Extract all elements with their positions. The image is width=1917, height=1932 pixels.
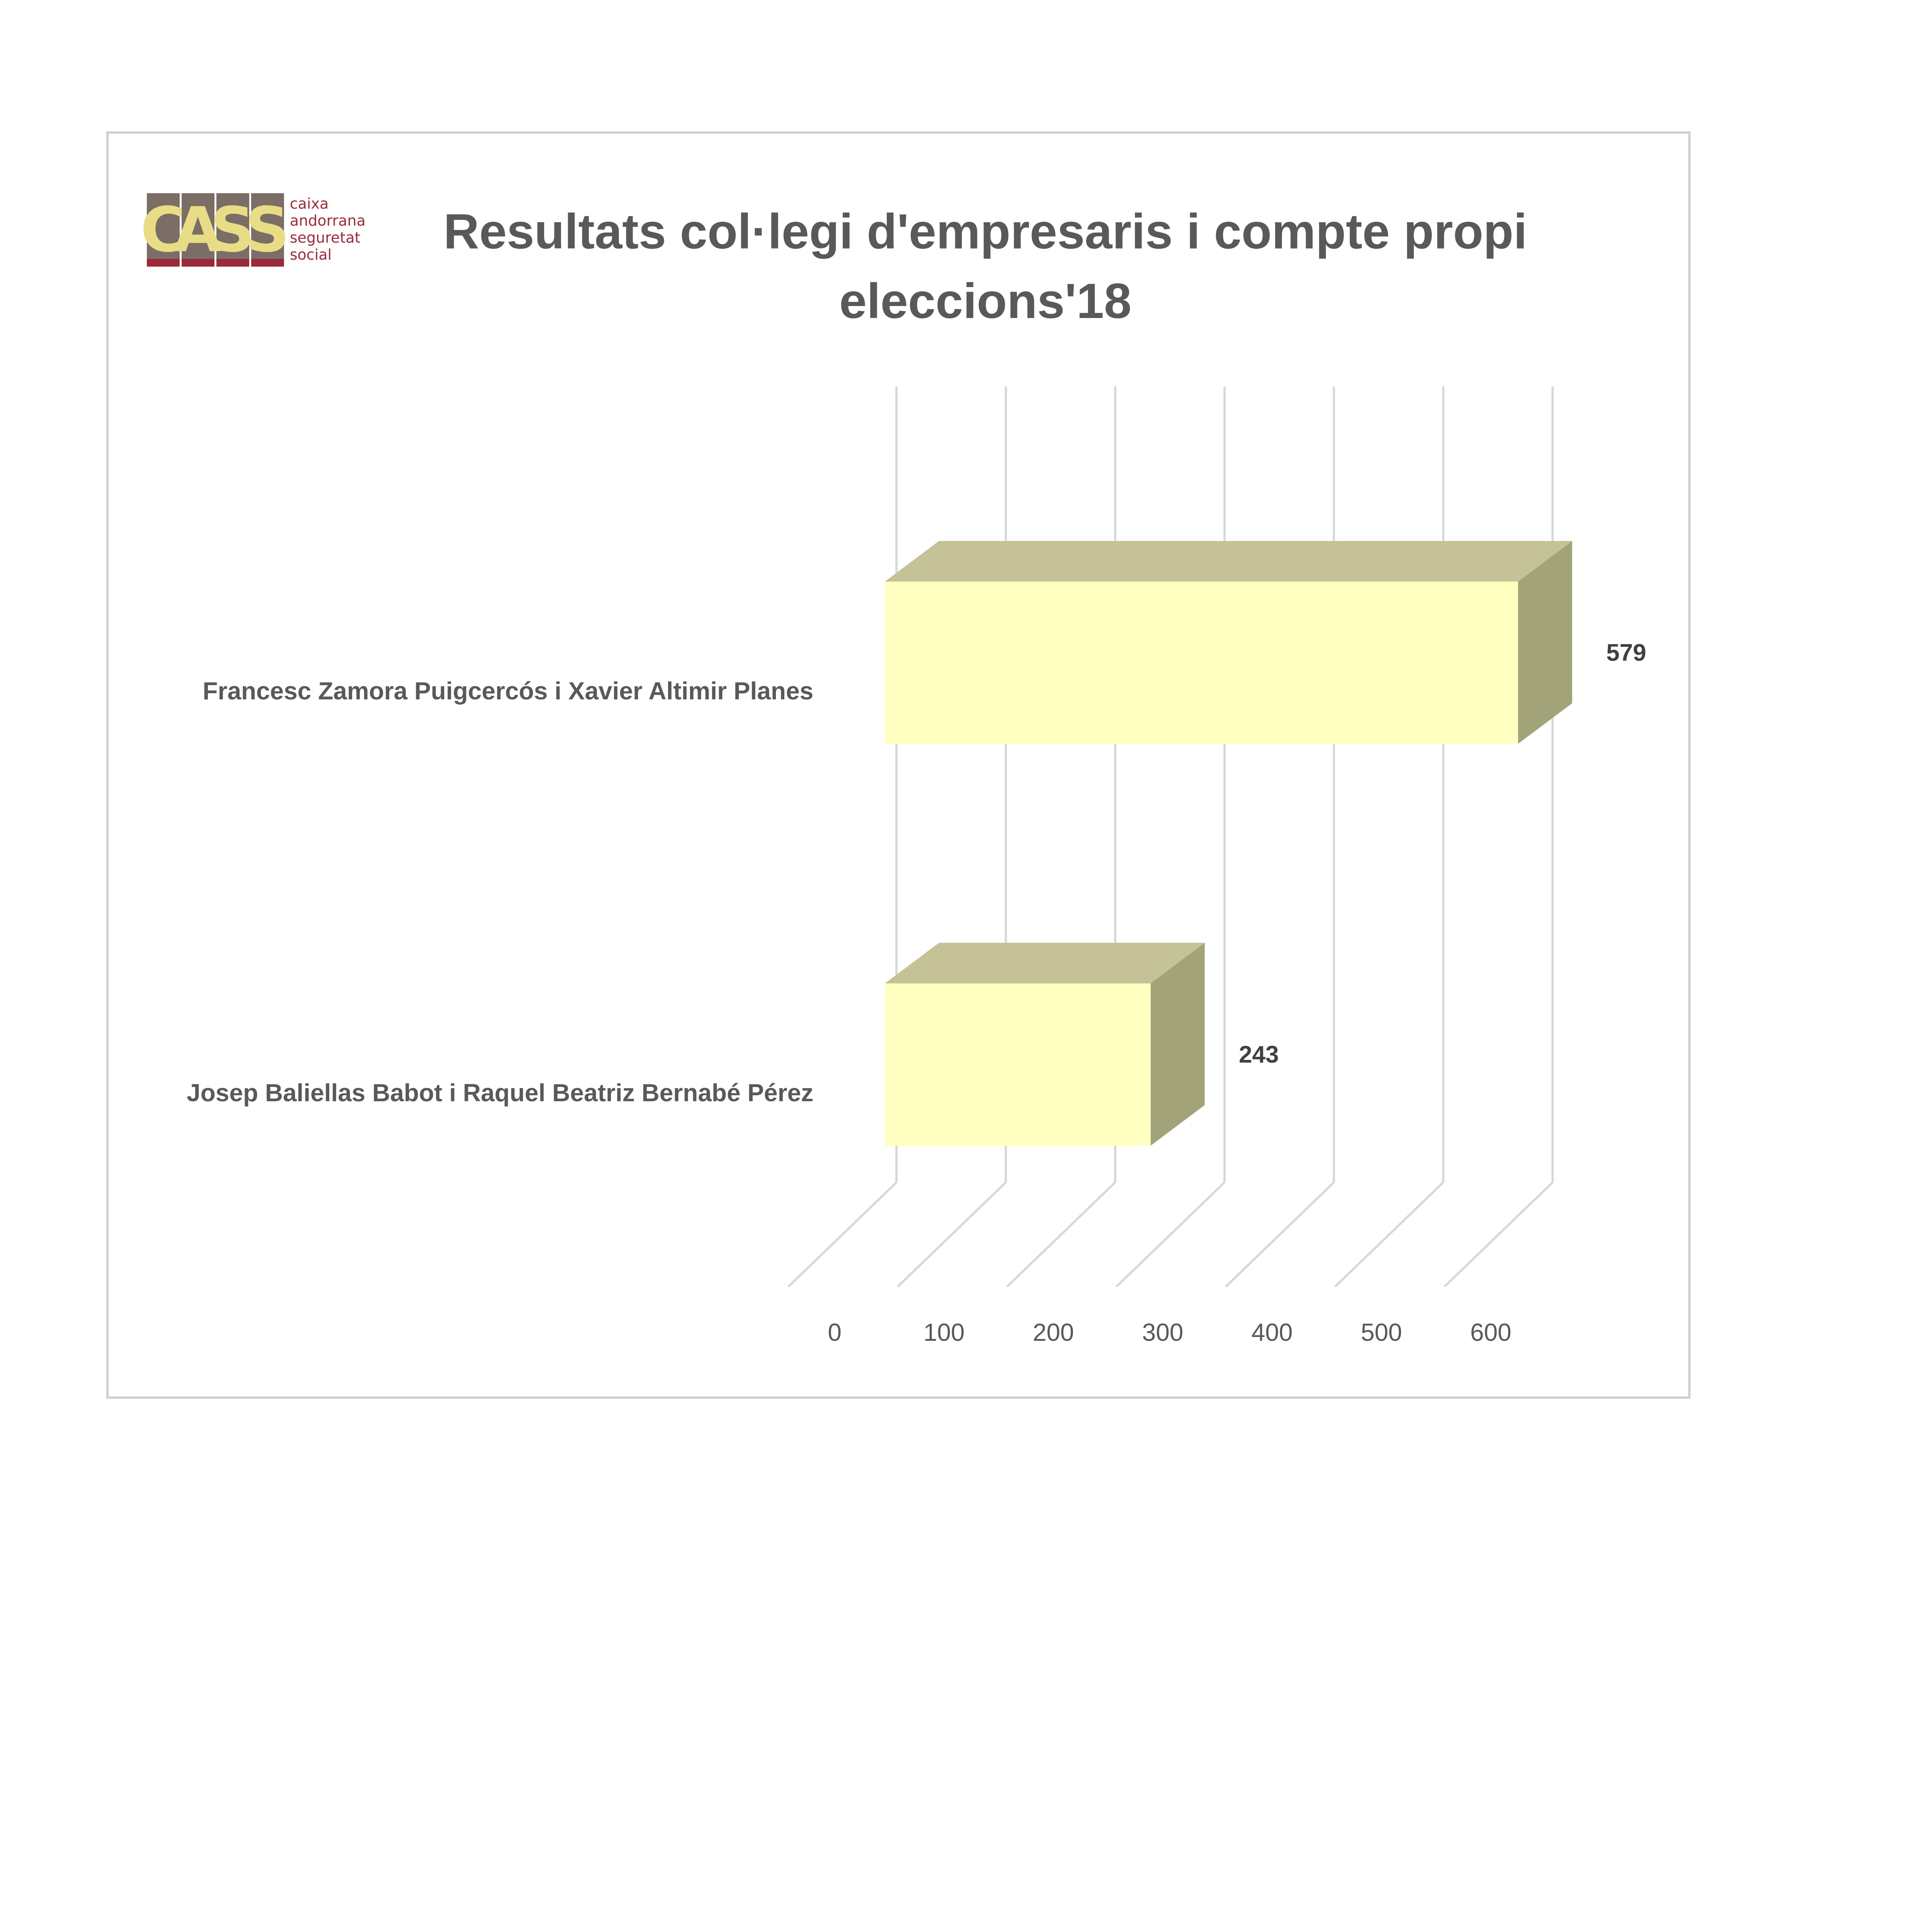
logo-tagline: andorrana xyxy=(290,212,366,229)
category-label: Francesc Zamora Puigcercós i Xavier Altimir Planes xyxy=(202,677,813,705)
data-label: 579 xyxy=(1606,639,1647,666)
x-tick-label: 600 xyxy=(1470,1318,1512,1346)
gridline-floor xyxy=(1116,1182,1225,1287)
chart-title: Resultats col·legi d'empresaris i compte propi eleccions'18 xyxy=(443,204,1527,329)
gridline-floor xyxy=(1335,1182,1443,1287)
bar-top-face xyxy=(885,943,1205,983)
logo-tagline: social xyxy=(290,246,332,263)
logo-letter: S xyxy=(210,194,255,266)
logo-letter: C xyxy=(140,194,186,266)
gridline-floor xyxy=(1007,1182,1115,1287)
x-tick-label: 0 xyxy=(828,1318,842,1346)
data-label: 243 xyxy=(1238,1041,1279,1068)
gridline-floor xyxy=(1226,1182,1334,1287)
logo-tagline: caixa xyxy=(290,195,329,212)
bar-top-face xyxy=(885,541,1572,582)
gridline-floor xyxy=(898,1182,1006,1287)
bar xyxy=(885,582,1518,744)
category-label: Josep Baliellas Babot i Raquel Beatriz Bernabé Pérez xyxy=(187,1079,813,1107)
x-tick-label: 400 xyxy=(1251,1318,1293,1346)
gridline-floor xyxy=(788,1182,896,1287)
logo-tagline: seguretat xyxy=(290,229,361,246)
logo-letter: A xyxy=(174,194,222,266)
gridline-floor xyxy=(1444,1182,1553,1287)
x-tick-label: 500 xyxy=(1361,1318,1402,1346)
x-tick-label: 300 xyxy=(1142,1318,1184,1346)
logo-letter: S xyxy=(245,194,290,266)
bar xyxy=(885,983,1151,1146)
x-tick-label: 100 xyxy=(923,1318,965,1346)
x-tick-label: 200 xyxy=(1032,1318,1074,1346)
